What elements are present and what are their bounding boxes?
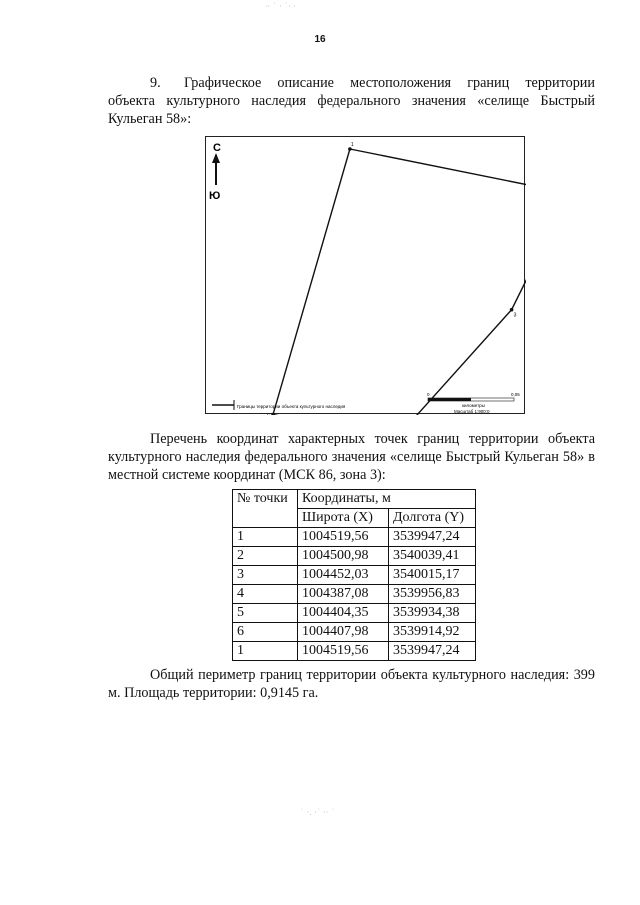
header-coords: Координаты, м: [298, 490, 476, 509]
cell-x: 1004519,56: [298, 642, 389, 661]
table-row: [233, 547, 476, 566]
summary-paragraph: [108, 666, 595, 702]
scan-artifact: ˙ ·. ·˙ ·· ˙: [300, 808, 335, 817]
table-row: [233, 604, 476, 623]
cell-point: 1: [233, 528, 298, 547]
cell-x: 1004387,08: [298, 585, 389, 604]
cell-y: 3539947,24: [389, 642, 476, 661]
cell-x: 1004452,03: [298, 566, 389, 585]
cell-y: 3539947,24: [389, 528, 476, 547]
cell-y: 3539956,83: [389, 585, 476, 604]
cell-y: 3540039,41: [389, 547, 476, 566]
table-row: [233, 585, 476, 604]
legend-label: Границы территории объекта культурного наследия: [237, 404, 346, 409]
cell-y: 3539914,92: [389, 623, 476, 642]
scale-bar-fill: [428, 398, 471, 401]
coordinates-intro: [108, 430, 595, 484]
table-row: [233, 566, 476, 585]
scale-zero: 0: [427, 392, 430, 397]
cell-point: 3: [233, 566, 298, 585]
section-text: Графическое описание местоположения границ территории объекта культурного наследия федерального значения «селище Быстрый Кульеган 58»:: [108, 75, 595, 127]
coordinates-table: [232, 489, 476, 661]
cell-x: 1004407,98: [298, 623, 389, 642]
table-row: [233, 623, 476, 642]
boundary-point-3: [510, 308, 514, 312]
cell-point: 2: [233, 547, 298, 566]
header-lon: Долгота (Y): [389, 509, 476, 528]
cell-x: 1004500,98: [298, 547, 389, 566]
compass-north-label: С: [213, 142, 221, 154]
boundary-layer: [267, 142, 526, 415]
cell-point: 5: [233, 604, 298, 623]
section-number: 9.: [150, 75, 161, 91]
header-lat: Широта (X): [298, 509, 389, 528]
summary-text: Общий периметр границ территории объекта культурного наследия: 399 м. Площадь территории: 0,9145 га.: [108, 667, 595, 701]
compass-south-label: Ю: [209, 190, 221, 202]
cell-point: 6: [233, 623, 298, 642]
boundary-map: [205, 136, 525, 414]
scale-unit: километры: [462, 403, 485, 408]
boundary-point-label: 3: [513, 312, 517, 319]
scan-artifact: ·· ˙ · ˙· ·: [265, 2, 296, 11]
cell-point: 1: [233, 642, 298, 661]
cell-point: 4: [233, 585, 298, 604]
cell-x: 1004404,35: [298, 604, 389, 623]
compass-arrow-icon: [212, 153, 220, 163]
boundary-polygon: [273, 149, 526, 415]
table-row: [233, 642, 476, 661]
section-heading: [108, 74, 595, 128]
coordinates-intro-text: Перечень координат характерных точек границ территории объекта культурного наследия федерального значения «селище Быстрый Кульеган 58» в местной системе координат (МСК 86, зона 3):: [108, 431, 595, 483]
scale-text: Масштаб 1:900:0: [454, 409, 490, 414]
cell-y: 3540015,17: [389, 566, 476, 585]
scale-end: 0,05: [511, 392, 520, 397]
boundary-point-label: 1: [350, 142, 354, 148]
table-row: [233, 528, 476, 547]
boundary-point-6: [271, 413, 275, 415]
cell-x: 1004519,56: [298, 528, 389, 547]
cell-y: 3539934,38: [389, 604, 476, 623]
map-canvas: [206, 137, 526, 415]
page-number: 16: [314, 34, 326, 45]
boundary-point-label: [267, 414, 270, 415]
table-header-row: [233, 490, 476, 509]
header-point: № точки: [233, 490, 298, 528]
